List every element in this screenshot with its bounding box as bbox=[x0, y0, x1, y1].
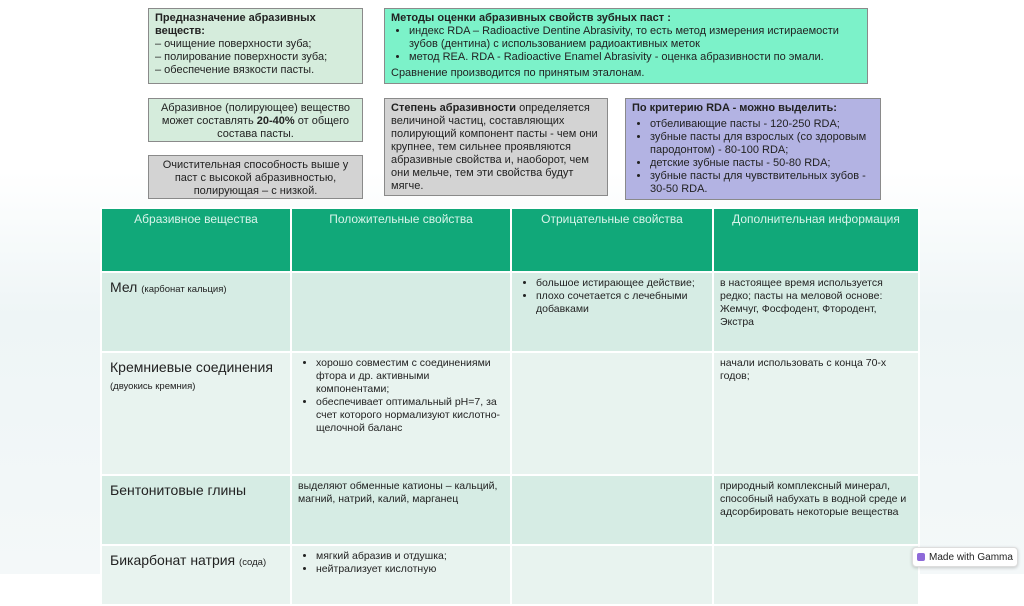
substance-name: Бикарбонат натрия bbox=[110, 552, 236, 568]
positive-cell: выделяют обменные катионы – кальций, магний, натрий, калий, марганец bbox=[291, 475, 511, 545]
rda-item: • зубные пасты для взрослых (со здоровым пародонтом) - 80-100 RDA; bbox=[650, 131, 874, 157]
made-with-gamma-badge[interactable] bbox=[912, 547, 1018, 567]
substance-name: Бентонитовые глины bbox=[110, 482, 247, 498]
methods-footer: Сравнение производится по принятым эталонам. bbox=[391, 67, 645, 79]
degree-box bbox=[384, 98, 608, 196]
methods-item: • метод REA. RDA - Radioactive Enamel Abrasivity - оценка абразивности по эмали. bbox=[409, 51, 861, 64]
abrasives-table bbox=[100, 207, 920, 606]
methods-title: Методы оценки абразивных свойств зубных паст : bbox=[391, 12, 671, 24]
negative-cell bbox=[511, 352, 713, 475]
table-row bbox=[101, 272, 919, 352]
cleaning-text: Очистительная способность выше у паст с высокой абразивностью, полирующая – с низкой. bbox=[162, 159, 349, 197]
substance-cell bbox=[101, 545, 291, 605]
degree-title: Степень абразивности bbox=[391, 102, 517, 114]
substance-cell bbox=[101, 272, 291, 352]
table-row bbox=[101, 475, 919, 545]
purpose-box bbox=[148, 8, 363, 84]
content-text: Абразивное (полирующее) вещество может составлять bbox=[160, 102, 351, 127]
substance-name: Мел bbox=[110, 279, 138, 295]
methods-item: • индекс RDA – Radioactive Dentine Abrasivity, то есть метод измерения истираемости зубов (дентина) с использованием радиоактивных меток bbox=[409, 25, 861, 51]
rda-item: • зубные пасты для чувствительных зубов - 30-50 RDA. bbox=[650, 170, 874, 196]
badge-label: Made with Gamma bbox=[929, 552, 1013, 563]
substance-cell bbox=[101, 475, 291, 545]
methods-box bbox=[384, 8, 868, 84]
header-positive: Положительные свойства bbox=[291, 208, 511, 272]
positive-item: • обеспечивает оптимальный pH=7, за счет которого нормализуют кислотно-щелочной баланс bbox=[316, 396, 504, 435]
info-cell: в настоящее время используется редко; пасты на меловой основе: Жемчуг, Фосфодент, Фтородент, Экстра bbox=[713, 272, 919, 352]
header-info: Дополнительная информация bbox=[713, 208, 919, 272]
positive-item: • хорошо совместим с соединениями фтора и др. активными компонентами; bbox=[316, 357, 504, 396]
cleaning-box bbox=[148, 155, 363, 199]
substance-name: Кремниевые соединения bbox=[110, 359, 273, 375]
degree-text: определяется величиной частиц, составляющих полирующий компонент пасты - чем они крупнее, тем сильнее проявляются абразивные свойства и, наоборот, чем они мельче, тем эти свойства будут мягче. bbox=[391, 102, 598, 192]
positive-item: • мягкий абразив и отдушка; bbox=[316, 550, 504, 563]
header-negative: Отрицательные свойства bbox=[511, 208, 713, 272]
negative-item: • большое истирающее действие; bbox=[536, 277, 706, 290]
table-header-row bbox=[101, 208, 919, 272]
info-cell: начали использовать с конца 70-х годов; bbox=[713, 352, 919, 475]
content-box bbox=[148, 98, 363, 142]
negative-cell bbox=[511, 272, 713, 352]
purpose-line: – очищение поверхности зуба; bbox=[155, 38, 312, 50]
purpose-line: – обеспечение вязкости пасты. bbox=[155, 64, 315, 76]
info-cell bbox=[713, 545, 919, 605]
substance-cell bbox=[101, 352, 291, 475]
gamma-logo-icon bbox=[917, 553, 925, 561]
rda-item: • детские зубные пасты - 50-80 RDA; bbox=[650, 157, 874, 170]
rda-title: По критерию RDA - можно выделить: bbox=[632, 102, 837, 114]
table-row bbox=[101, 352, 919, 475]
positive-item: • нейтрализует кислотную bbox=[316, 563, 504, 576]
info-cell: природный комплексный минерал, способный набухать в водной среде и адсорбировать некоторые вещества bbox=[713, 475, 919, 545]
positive-cell bbox=[291, 352, 511, 475]
substance-sub: (двуокись кремния) bbox=[110, 381, 196, 392]
positive-cell bbox=[291, 545, 511, 605]
positive-cell bbox=[291, 272, 511, 352]
purpose-title: Предназначение абразивных веществ: bbox=[155, 12, 316, 37]
content-text: от общего состава пасты. bbox=[217, 115, 350, 140]
negative-cell bbox=[511, 475, 713, 545]
negative-item: • плохо сочетается с лечебными добавками bbox=[536, 290, 706, 316]
rda-item: • отбеливающие пасты - 120-250 RDA; bbox=[650, 118, 874, 131]
purpose-line: – полирование поверхности зуба; bbox=[155, 51, 328, 63]
substance-sub: (карбонат кальция) bbox=[141, 284, 227, 295]
negative-cell bbox=[511, 545, 713, 605]
rda-box bbox=[625, 98, 881, 200]
substance-sub: (сода) bbox=[239, 557, 267, 568]
header-substance: Абразивное вещества bbox=[101, 208, 291, 272]
content-highlight: 20-40% bbox=[256, 115, 295, 127]
table-row bbox=[101, 545, 919, 605]
